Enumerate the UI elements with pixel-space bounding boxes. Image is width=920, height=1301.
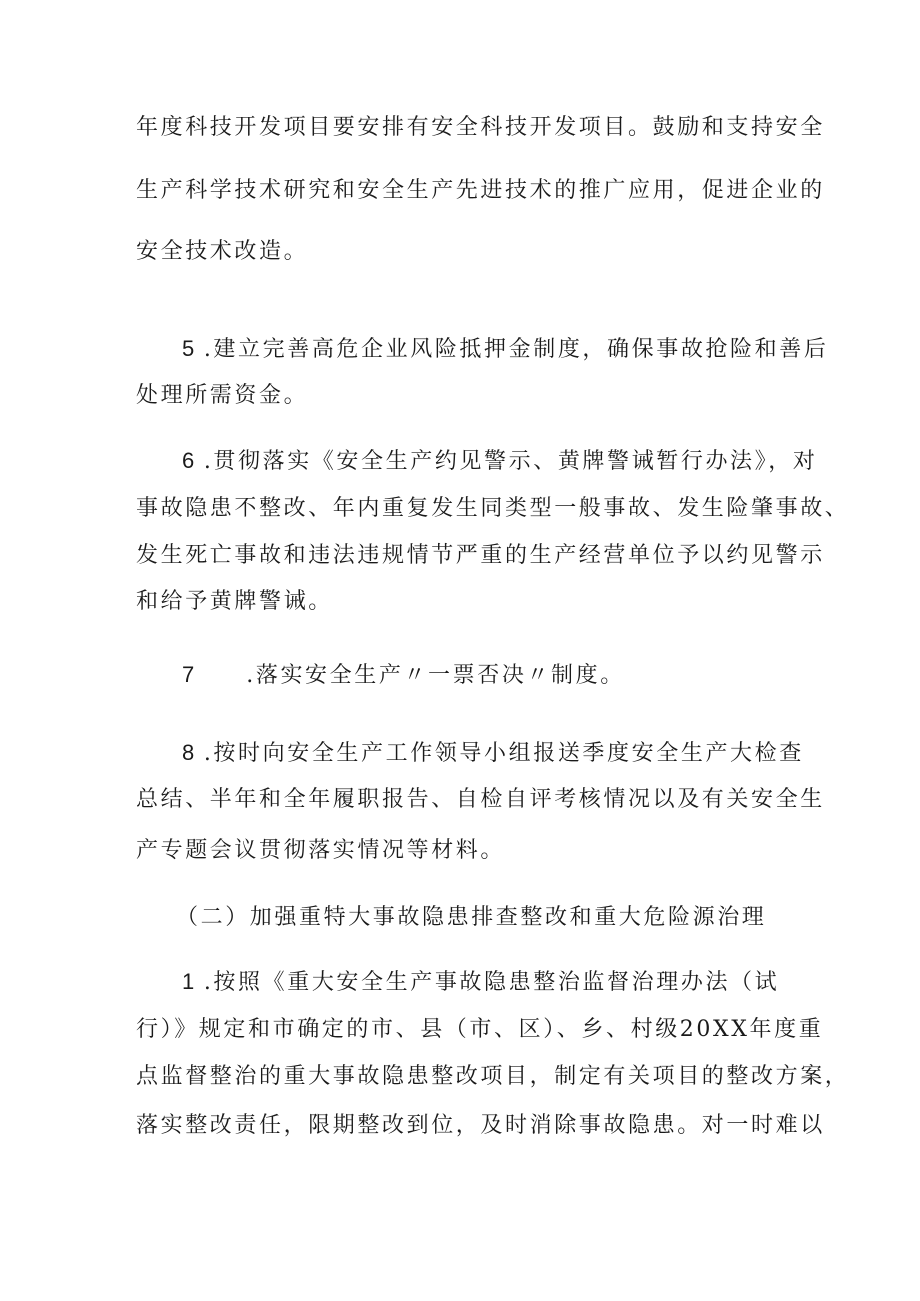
list-item-first-line [182, 966, 842, 999]
list-item-first-line [182, 659, 842, 692]
list-item-text: .贯彻落实《安全生产约见警示、黄牌警诫暂行办法》，对 [194, 449, 818, 474]
list-item-text: .按时向安全生产工作领导小组报送季度安全生产大检查 [194, 741, 804, 766]
list-number: 5 [182, 336, 195, 361]
list-number: 7 [182, 662, 195, 687]
list-item-first-line [182, 445, 842, 478]
list-number: 6 [182, 448, 195, 473]
list-number: 8 [182, 740, 195, 765]
paragraph-line: 行）》规定和市确定的市、县（市、区）、乡、村级20XX年度重 [136, 1017, 824, 1042]
list-item-text: .按照《重大安全生产事故隐患整治监督治理办法（试 [194, 970, 780, 995]
list-item-text: .建立完善高危企业风险抵押金制度，确保事故抢险和善后 [194, 337, 829, 362]
paragraph-line: 事故隐患不整改、年内重复发生同类型一般事故、发生险肇事故、 [136, 496, 850, 521]
paragraph-line: 处理所需资金。 [136, 383, 309, 408]
section-heading: （二）加强重特大事故隐患排查整改和重大危险源治理 [176, 905, 767, 930]
paragraph-line: 和给予黄牌警诫。 [136, 589, 333, 614]
list-item-first-line [182, 333, 842, 366]
paragraph-line: 点监督整治的重大事故隐患整改项目，制定有关项目的整改方案， [136, 1064, 850, 1089]
list-number: 1 [182, 969, 195, 994]
paragraph-line: 年度科技开发项目要安排有安全科技开发项目。鼓励和支持安全 [136, 115, 825, 140]
list-item-text: .落实安全生产〃一票否决〃制度。 [246, 663, 625, 688]
paragraph-line: 产专题会议贯彻落实情况等材料。 [136, 838, 506, 863]
paragraph-line: 发生死亡事故和违法违规情节严重的生产经营单位予以约见警示 [136, 543, 825, 568]
paragraph-line: 安全技术改造。 [136, 239, 309, 264]
paragraph-line: 生产科学技术研究和安全生产先进技术的推广应用，促进企业的 [136, 178, 825, 203]
paragraph-line: 总结、半年和全年履职报告、自检自评考核情况以及有关安全生 [136, 787, 825, 812]
paragraph-line: 落实整改责任，限期整改到位，及时消除事故隐患。对一时难以 [136, 1113, 825, 1138]
list-item-first-line [182, 737, 842, 770]
